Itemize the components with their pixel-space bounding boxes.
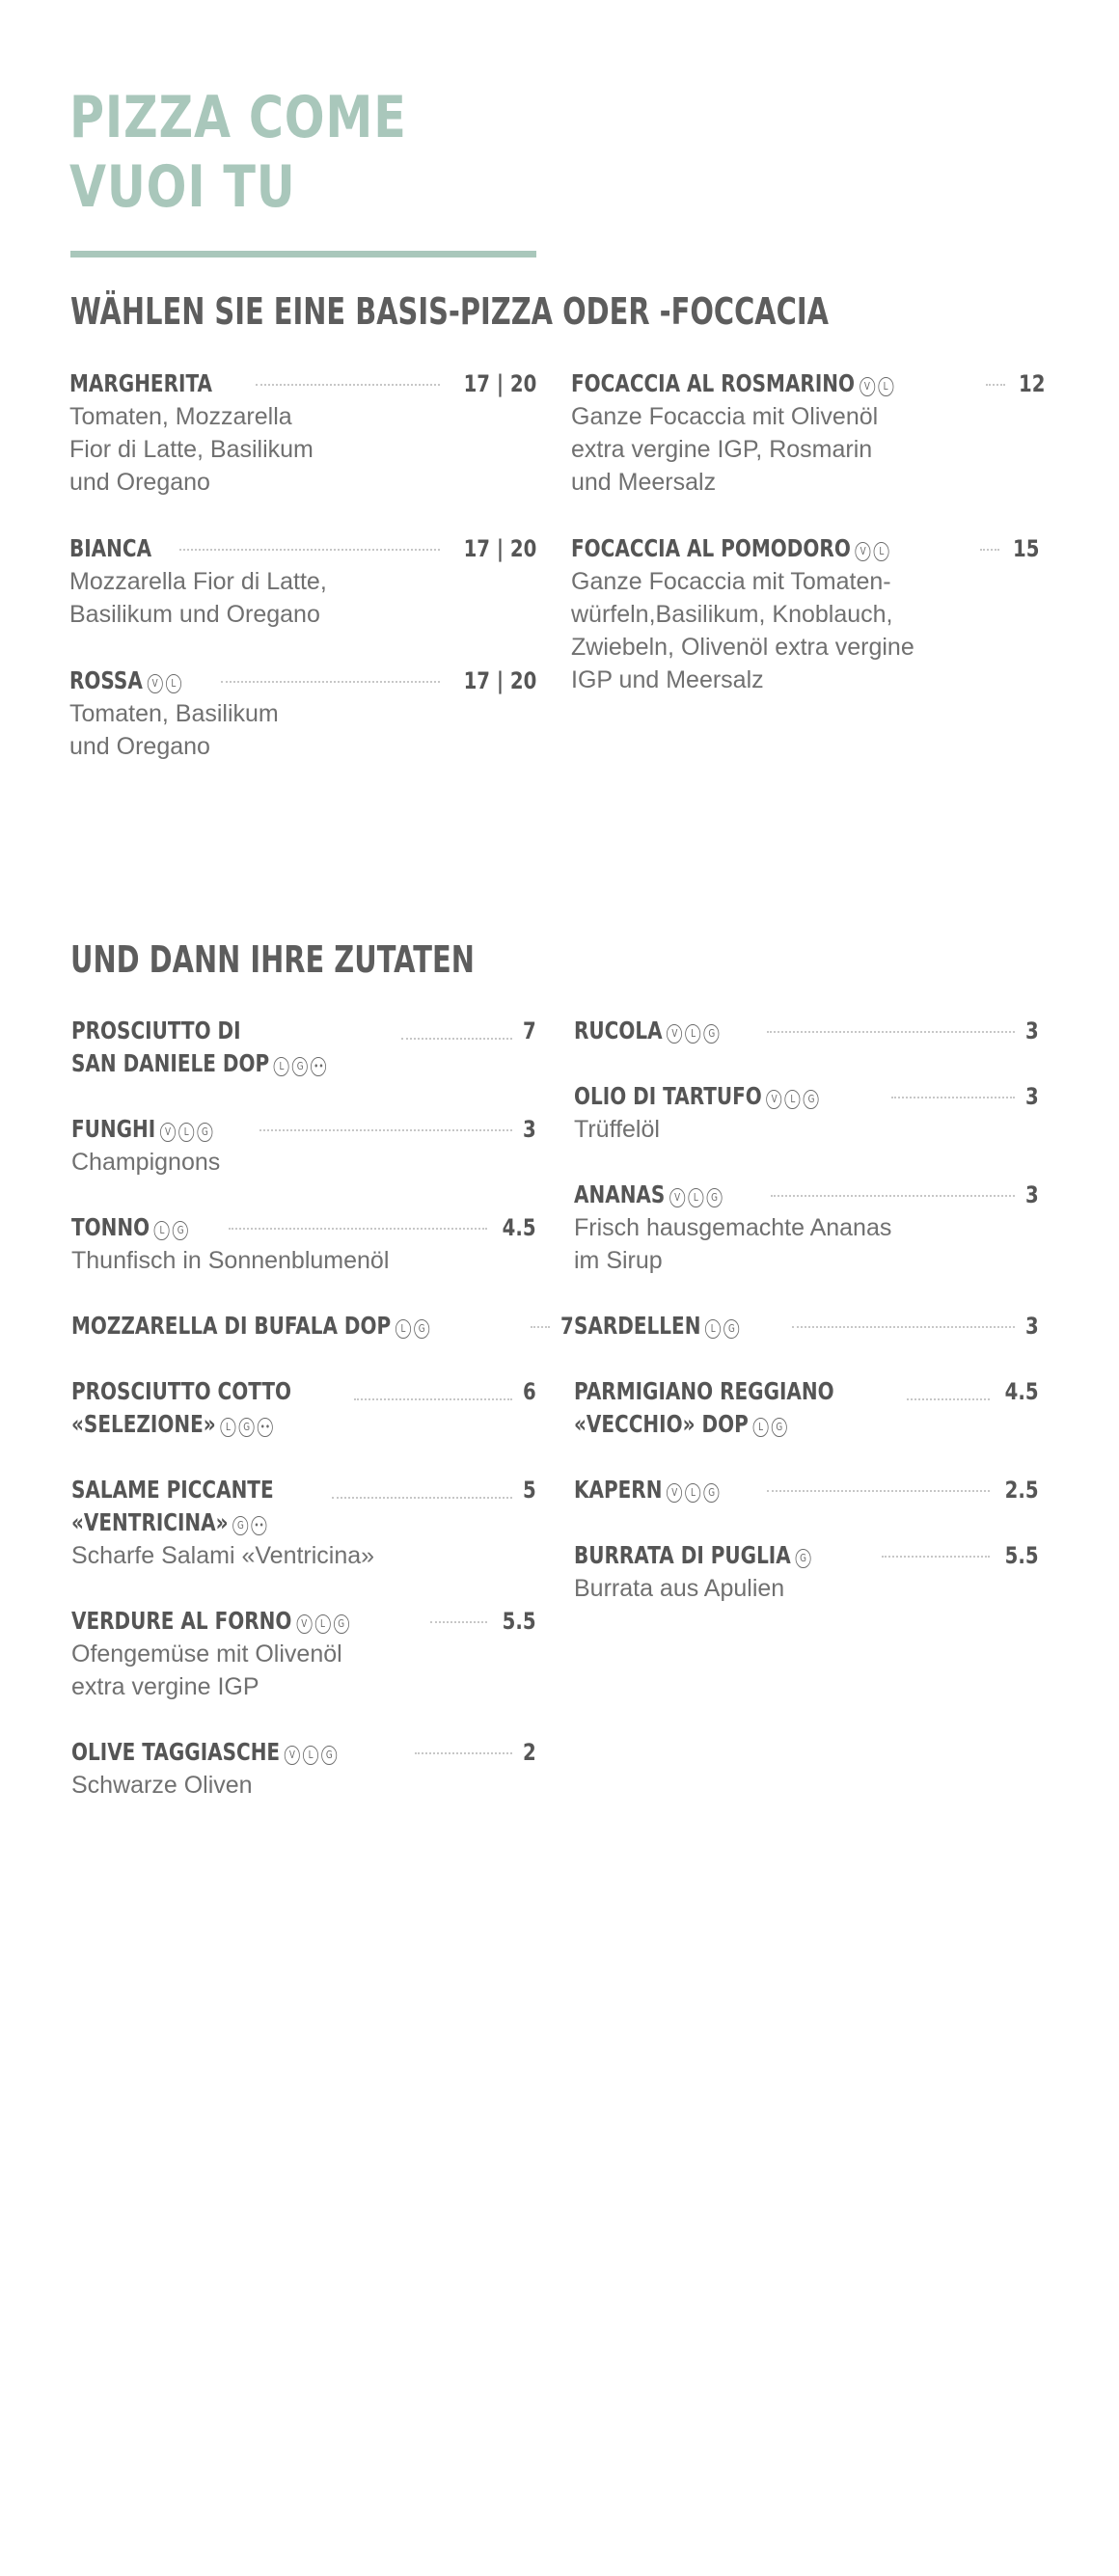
dotted-leader [256,384,440,386]
menu-item-name-line [71,1211,191,1244]
vegetarian-icon: V [160,1123,176,1142]
menu-item-name [574,1179,763,1211]
menu-item-header [69,532,536,565]
menu-item-price: 17 | 20 [463,370,536,397]
menu-item-header [574,1310,1039,1342]
dotted-leader [882,1556,991,1558]
dotted-leader [891,1097,1015,1098]
menu-item-price: 3 [1025,1313,1039,1340]
dotted-leader [767,1031,1015,1033]
gluten-free-icon: G [232,1516,248,1535]
menu-item-name [574,1310,784,1342]
pork-icon: •• [311,1057,326,1076]
menu-item [574,1080,1039,1146]
menu-item-name-text: KAPERN [574,1476,663,1504]
menu-item [71,1113,536,1179]
menu-item-name-text: SARDELLEN [574,1312,701,1340]
gluten-free-icon: G [334,1614,349,1634]
menu-item-price: 2 [523,1739,536,1766]
diet-icons [160,1113,216,1146]
menu-item-name-line [574,1539,814,1572]
diet-icons [296,1605,352,1638]
menu-item-name-text: MOZZARELLA DI BUFALA DOP [71,1312,392,1340]
menu-item-name [69,664,213,697]
menu-item-name-text: SAN DANIELE DOP [71,1049,270,1077]
gluten-free-icon: G [173,1221,188,1240]
lactose-free-icon: L [705,1319,721,1339]
toppings-left-column [71,1015,574,1802]
menu-item-header [571,532,1038,565]
menu-item-name [71,1310,523,1342]
gluten-free-icon: G [704,1024,720,1044]
dotted-leader [986,384,1005,386]
menu-item-name-text: «VENTRICINA» [71,1508,229,1536]
menu-item-name-line [571,367,896,400]
menu-item-name-text: PROSCIUTTO DI [71,1017,241,1044]
menu-item-name [571,367,978,400]
menu-item-name-line [71,1605,352,1638]
menu-item-description: Scharfe Salami «Ventricina» [71,1542,375,1569]
menu-item-price: 5 [523,1477,536,1504]
menu-item-name [71,1113,252,1146]
menu-item [69,532,536,631]
menu-item-description: Ofengemüse mit Olivenöl extra vergine IGP [71,1641,342,1700]
menu-item [71,1015,536,1080]
dotted-leader [792,1326,1015,1328]
menu-item [574,1015,1039,1047]
dotted-leader [332,1474,512,1499]
menu-item-header [71,1736,536,1769]
menu-item-price: 12 [1018,370,1045,397]
menu-item-description: Tomaten, Mozzarella Fior di Latte, Basilikum und Oregano [69,403,314,496]
dotted-leader [401,1015,512,1040]
menu-item-header [574,1179,1039,1211]
menu-item [574,1179,1039,1277]
menu-item-name-text: FOCACCIA AL ROSMARINO [571,369,856,397]
gluten-free-icon: G [804,1090,819,1109]
menu-item-price: 4.5 [1005,1378,1039,1405]
menu-item-price: 3 [523,1116,536,1143]
menu-item-name-text: VERDURE AL FORNO [71,1607,292,1635]
diet-icons [148,664,184,697]
menu-item-name-line [574,1408,834,1441]
menu-item-price: 3 [1025,1181,1039,1208]
menu-item-name-line [71,1408,291,1441]
menu-item-header [574,1539,1039,1572]
menu-item-header [574,1015,1039,1047]
page-title [69,83,407,222]
menu-item-name [574,1539,874,1572]
menu-item-name [574,1375,899,1441]
diet-icons [860,367,896,400]
menu-item-name [71,1211,221,1244]
diet-icons [396,1310,432,1342]
menu-item-description: Thunfisch in Sonnenblumenöl [71,1247,390,1274]
diet-icons [856,532,892,565]
dotted-leader [354,1375,512,1400]
lactose-free-icon: L [685,1483,700,1503]
menu-item-header [71,1211,536,1244]
lactose-free-icon: L [874,542,889,561]
dotted-leader [980,549,999,551]
page-title-line: PIZZA COME [69,84,407,151]
lactose-free-icon: L [753,1418,769,1437]
base-pizza-left-column [69,367,536,763]
dotted-leader [179,549,439,551]
menu-item-description: Champignons [71,1149,221,1176]
lactose-free-icon: L [274,1057,289,1076]
menu-item-header [71,1113,536,1146]
menu-item [574,1375,1039,1441]
menu-item-price: 2.5 [1005,1477,1039,1504]
menu-item [574,1310,1039,1342]
diet-icons [154,1211,191,1244]
diet-icons [667,1015,723,1047]
menu-item-description: Ganze Focaccia mit Olivenöl extra vergine IGP, Rosmarin und Meersalz [571,403,879,496]
menu-item-name [574,1080,884,1113]
menu-item-header [71,1310,574,1342]
gluten-free-icon: G [414,1319,429,1339]
title-divider [70,251,536,258]
menu-item-name-text: PARMIGIANO REGGIANO [574,1377,834,1405]
toppings-right-column [574,1015,1039,1605]
menu-item-name-line [574,1310,743,1342]
menu-item-description: Frisch hausgemachte Ananas im Sirup [574,1214,892,1274]
menu-item-name-text: PROSCIUTTO COTTO [71,1377,291,1405]
dotted-leader [415,1752,512,1754]
menu-item-name-line [574,1179,725,1211]
menu-item [71,1211,536,1277]
menu-item-name [574,1015,759,1047]
lactose-free-icon: L [878,377,893,396]
dotted-leader [767,1490,990,1492]
menu-item-name-line [571,532,892,565]
menu-item-price: 7 [523,1017,536,1044]
menu-item-name-line [69,664,184,697]
menu-item-name-line [71,1310,432,1342]
section-heading-toppings: UND DANN IHRE ZUTATEN [70,938,475,981]
menu-item-name-text: FOCACCIA AL POMODORO [571,534,851,562]
menu-item-price: 3 [1025,1017,1039,1044]
menu-item-name [571,532,972,565]
menu-item-name [69,367,248,400]
gluten-free-icon: G [707,1188,723,1207]
lactose-free-icon: L [154,1221,170,1240]
menu-item-name-text: ANANAS [574,1180,666,1208]
menu-item-header [71,1375,536,1441]
lactose-free-icon: L [686,1024,701,1044]
menu-item-name-line [71,1375,291,1408]
menu-item [574,1474,1039,1506]
menu-item-price: 6 [523,1378,536,1405]
dotted-leader [221,681,440,683]
vegetarian-icon: V [148,674,163,693]
menu-item-price: 17 | 20 [463,535,536,562]
dotted-leader [771,1195,1015,1197]
menu-item-name [71,1605,423,1638]
menu-item-name-line [71,1047,330,1080]
menu-item-name [71,1736,407,1769]
menu-item-header [571,367,1045,400]
menu-item-name-text: RUCOLA [574,1017,663,1044]
diet-icons [667,1474,723,1506]
menu-item-header [71,1474,536,1539]
vegetarian-icon: V [669,1188,685,1207]
pork-icon: •• [252,1516,267,1535]
menu-item-name-text: FUNGHI [71,1115,156,1143]
lactose-free-icon: L [688,1188,703,1207]
menu-item-description: Mozzarella Fior di Latte, Basilikum und Oregano [69,568,327,628]
menu-item [574,1539,1039,1605]
menu-item [71,1605,536,1703]
menu-item-price: 7 [560,1313,574,1340]
gluten-free-icon: G [772,1418,787,1437]
menu-item-header [71,1605,536,1638]
section-heading-base: WÄHLEN SIE EINE BASIS-PIZZA ODER -FOCCACIA [70,290,829,333]
menu-item-name-line [71,1015,330,1047]
menu-item-description: Ganze Focaccia mit Tomaten- würfeln,Basilikum, Knoblauch, Zwiebeln, Olivenöl extra vergine IGP und Meersalz [571,568,914,693]
vegetarian-icon: V [296,1614,312,1634]
menu-item-price: 5.5 [503,1608,536,1635]
menu-item-price: 17 | 20 [463,667,536,694]
menu-item-header [69,367,536,400]
dotted-leader [907,1375,990,1400]
diet-icons [705,1310,742,1342]
menu-item-name-text: «VECCHIO» DOP [574,1410,749,1438]
lactose-free-icon: L [396,1319,411,1339]
menu-item-price: 15 [1013,535,1040,562]
lactose-free-icon: L [785,1090,801,1109]
menu-item-price: 4.5 [503,1214,536,1241]
lactose-free-icon: L [220,1418,235,1437]
lactose-free-icon: L [166,674,181,693]
menu-item-header [574,1375,1039,1441]
menu-item-name-text: ROSSA [69,666,143,694]
menu-item [71,1310,574,1342]
menu-item [571,532,1038,696]
menu-item-name-line [71,1506,274,1539]
gluten-free-icon: G [292,1057,308,1076]
menu-item-header [71,1015,536,1080]
gluten-free-icon: G [704,1483,720,1503]
menu-item [571,367,1045,499]
menu-item-name-line [71,1113,216,1146]
menu-item [71,1474,536,1572]
menu-item-name-text: BURRATA DI PUGLIA [574,1541,791,1569]
dotted-leader [531,1326,550,1328]
menu-item-name [71,1474,324,1539]
pork-icon: •• [258,1418,273,1437]
menu-item-name [69,532,172,565]
gluten-free-icon: G [321,1746,337,1765]
vegetarian-icon: V [667,1024,682,1044]
diet-icons [285,1736,341,1769]
dotted-leader [229,1228,487,1230]
menu-item-name-line [574,1474,723,1506]
lactose-free-icon: L [178,1123,194,1142]
menu-item-name-line [574,1375,834,1408]
diet-icons [753,1408,790,1441]
menu-item-name-text: TONNO [71,1213,150,1241]
dotted-leader [259,1129,512,1131]
vegetarian-icon: V [856,542,871,561]
menu-item-price: 3 [1025,1083,1039,1110]
diet-icons [232,1506,269,1539]
menu-item [69,367,536,499]
gluten-free-icon: G [197,1123,212,1142]
menu-item-name-line [69,367,212,400]
menu-item-name [71,1015,394,1080]
menu-item-header [574,1080,1039,1113]
menu-item-description: Tomaten, Basilikum und Oregano [69,700,279,760]
menu-item-name-line [574,1080,822,1113]
menu-item-name [71,1375,346,1441]
menu-item-name-text: OLIVE TAGGIASCHE [71,1738,281,1766]
menu-item-name-line [69,532,151,565]
menu-item-name-text: «SELEZIONE» [71,1410,216,1438]
vegetarian-icon: V [860,377,875,396]
gluten-free-icon: G [796,1549,811,1568]
diet-icons [767,1080,823,1113]
menu-item-header [574,1474,1039,1506]
vegetarian-icon: V [767,1090,782,1109]
menu-item-name-text: SALAME PICCANTE [71,1476,274,1504]
menu-item-description: Burrata aus Apulien [574,1575,785,1602]
menu-item-price: 5.5 [1005,1542,1039,1569]
menu-item-name-text: MARGHERITA [69,369,213,397]
menu-item [71,1375,536,1441]
diet-icons [274,1047,330,1080]
vegetarian-icon: V [285,1746,300,1765]
diet-icons [220,1408,276,1441]
menu-item-name [574,1474,759,1506]
diet-icons [796,1539,814,1572]
menu-item [69,664,536,763]
lactose-free-icon: L [303,1746,318,1765]
menu-item-name-line [71,1474,274,1506]
page-title-line: VUOI TU [69,153,296,221]
menu-item-name-line [71,1736,341,1769]
menu-item-description: Trüffelöl [574,1116,660,1143]
menu-item-name-text: OLIO DI TARTUFO [574,1082,762,1110]
base-pizza-right-column [571,367,1045,696]
menu-item-name-line [574,1015,723,1047]
diet-icons [669,1179,725,1211]
menu-item [71,1736,536,1802]
menu-item-description: Schwarze Oliven [71,1772,253,1799]
menu-item-header [69,664,536,697]
menu-item-name-text: BIANCA [69,534,152,562]
vegetarian-icon: V [667,1483,682,1503]
gluten-free-icon: G [239,1418,255,1437]
dotted-leader [430,1621,488,1623]
lactose-free-icon: L [314,1614,330,1634]
gluten-free-icon: G [723,1319,739,1339]
